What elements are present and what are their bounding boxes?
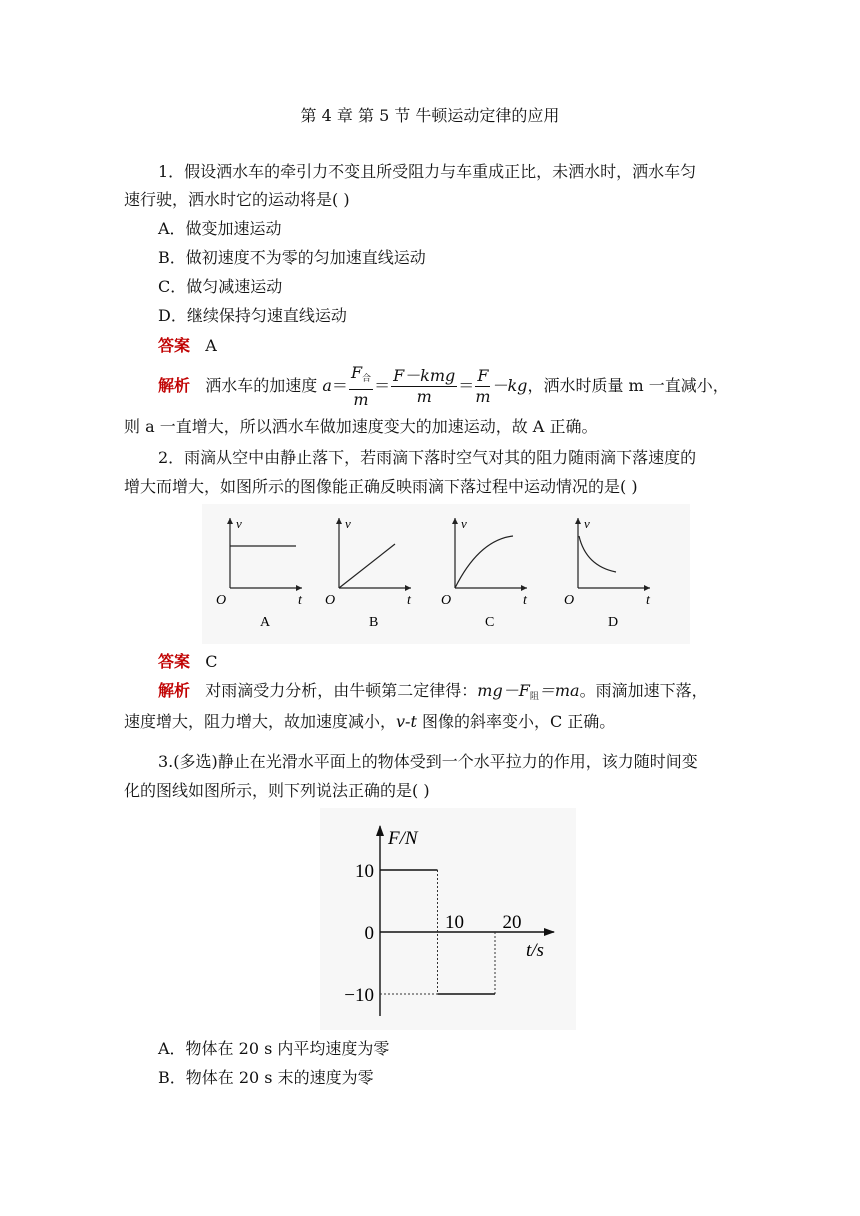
q2-graphs-figure (202, 504, 690, 644)
v-axis-arrow (575, 518, 581, 524)
eq-sign: ＝ (458, 376, 475, 395)
frac-num: F (350, 363, 363, 382)
t-axis-arrow (644, 585, 650, 591)
q3-stem-line2: 化的图线如图所示，则下列说法正确的是( ) (124, 781, 430, 800)
q2-answer (158, 648, 218, 676)
x-tick-label: 20 (502, 912, 522, 933)
q2-stem-line2: 增大而增大，如图所示的图像能正确反映雨滴下落过程中运动情况的是( ) (124, 477, 638, 496)
t-axis-label: t (646, 593, 650, 608)
eq-sub: 阻 (529, 692, 539, 702)
graph-curve (579, 536, 616, 572)
v-axis-arrow (452, 518, 458, 524)
q1-analysis-text: 洒水车的加速度 (205, 376, 323, 395)
t-axis-arrow (405, 585, 411, 591)
q3-option-a: A．物体在 20 s 内平均速度为零 (158, 1039, 390, 1058)
t-axis-arrow (544, 928, 555, 936)
y-tick-label: 0 (364, 923, 374, 944)
fraction (475, 366, 490, 407)
q2-analysis-post2: 图像的斜率变小，C 正确。 (416, 712, 616, 731)
q1-answer (158, 332, 217, 360)
t-axis-label: t (407, 593, 411, 608)
frac-den: m (353, 390, 369, 409)
v-axis-label: v (584, 516, 590, 531)
q3-chart-svg (320, 808, 576, 1030)
q2-answer-value: C (205, 652, 218, 671)
graph-a (216, 516, 303, 630)
t-axis-label: t (298, 593, 302, 608)
v-axis-arrow (227, 518, 233, 524)
graph-b (325, 516, 412, 630)
graph-label: B (369, 615, 379, 630)
x-tick-label: 10 (445, 912, 464, 933)
y-tick-label: 10 (355, 861, 374, 882)
q2-answer-label: 答案 (158, 652, 191, 671)
q1-option-d: D．继续保持匀速直线运动 (158, 306, 347, 325)
q1-answer-value: A (205, 336, 217, 355)
eq-sign: ＝ (374, 376, 391, 395)
f-axis-arrow (376, 825, 384, 836)
q2-analysis-text: 对雨滴受力分析，由牛顿第二定律得： (205, 681, 478, 700)
q3-option-b: B．物体在 20 s 末的速度为零 (158, 1068, 374, 1087)
q2-analysis-line2 (124, 708, 615, 736)
origin-label: O (216, 593, 227, 608)
page-title: 第 4 章 第 5 节 牛顿运动定律的应用 (300, 106, 560, 125)
frac-num: F－kmg (393, 366, 456, 385)
q1-option-a: A．做变加速运动 (158, 219, 282, 238)
graph-label: D (608, 615, 619, 630)
graph-label: C (485, 615, 495, 630)
q2-stem-line1: 2．雨滴从空中由静止落下，若雨滴下落时空气对其的阻力随雨滴下落速度的 (158, 448, 697, 467)
y-tick-label: −10 (344, 985, 374, 1006)
q1-option-b: B．做初速度不为零的匀加速直线运动 (158, 248, 426, 267)
q3-stem-line1: 3.(多选)静止在光滑水平面上的物体受到一个水平拉力的作用，该力随时间变 (158, 752, 698, 771)
origin-label: O (325, 593, 336, 608)
q1-analysis-line2: 则 a 一直增大，所以洒水车做加速度变大的加速运动，故 A 正确。 (124, 417, 598, 436)
q3-force-chart (320, 808, 576, 1030)
q1-stem-line2: 速行驶，洒水时它的运动将是( ) (124, 190, 350, 209)
y-axis-label: F/N (388, 828, 418, 849)
q1-analysis-label: 解析 (158, 376, 191, 395)
eq-text: mg－F (477, 681, 530, 700)
frac-den: m (475, 387, 491, 406)
t-axis-label: t (523, 593, 527, 608)
q1-option-c: C．做匀减速运动 (158, 277, 283, 296)
q2-analysis-text2: 速度增大，阻力增大，故加速度减小， (124, 712, 397, 731)
graph-curve (455, 536, 513, 588)
v-axis-label: v (345, 516, 351, 531)
q2-analysis-post: 。雨滴加速下落， (579, 681, 708, 700)
graph-curve (339, 544, 395, 588)
q1-answer-label: 答案 (158, 336, 191, 355)
graph-c (441, 516, 528, 630)
v-axis-label: v (236, 516, 242, 531)
eq-tail: ＝ma (538, 681, 580, 700)
fraction (349, 363, 373, 410)
frac-den: m (416, 387, 432, 406)
graph-d (564, 516, 651, 630)
graph-label: A (260, 615, 271, 630)
q1-analysis-post: ，洒水时质量 m 一直减小， (527, 376, 729, 395)
eq-tail: －kg (491, 376, 528, 395)
q2-analysis-line1 (158, 677, 708, 711)
vt-symbol: v-t (396, 712, 417, 731)
origin-label: O (564, 593, 575, 608)
q1-analysis-line1 (158, 363, 729, 410)
frac-num: F (475, 366, 490, 387)
v-axis-label: v (461, 516, 467, 531)
origin-label: O (441, 593, 452, 608)
eq-sign: ＝ (331, 376, 348, 395)
q2-analysis-label: 解析 (158, 681, 191, 700)
frac-sub: 合 (362, 374, 372, 384)
eq-symbol: a (322, 376, 332, 395)
q1-stem-line1: 1．假设洒水车的牵引力不变且所受阻力与车重成正比，未洒水时，洒水车匀 (158, 162, 697, 181)
fraction (391, 366, 457, 407)
t-axis-arrow (296, 585, 302, 591)
q2-graphs-svg (202, 504, 690, 644)
t-axis-arrow (521, 585, 527, 591)
v-axis-arrow (336, 518, 342, 524)
x-axis-label: t/s (526, 940, 544, 961)
